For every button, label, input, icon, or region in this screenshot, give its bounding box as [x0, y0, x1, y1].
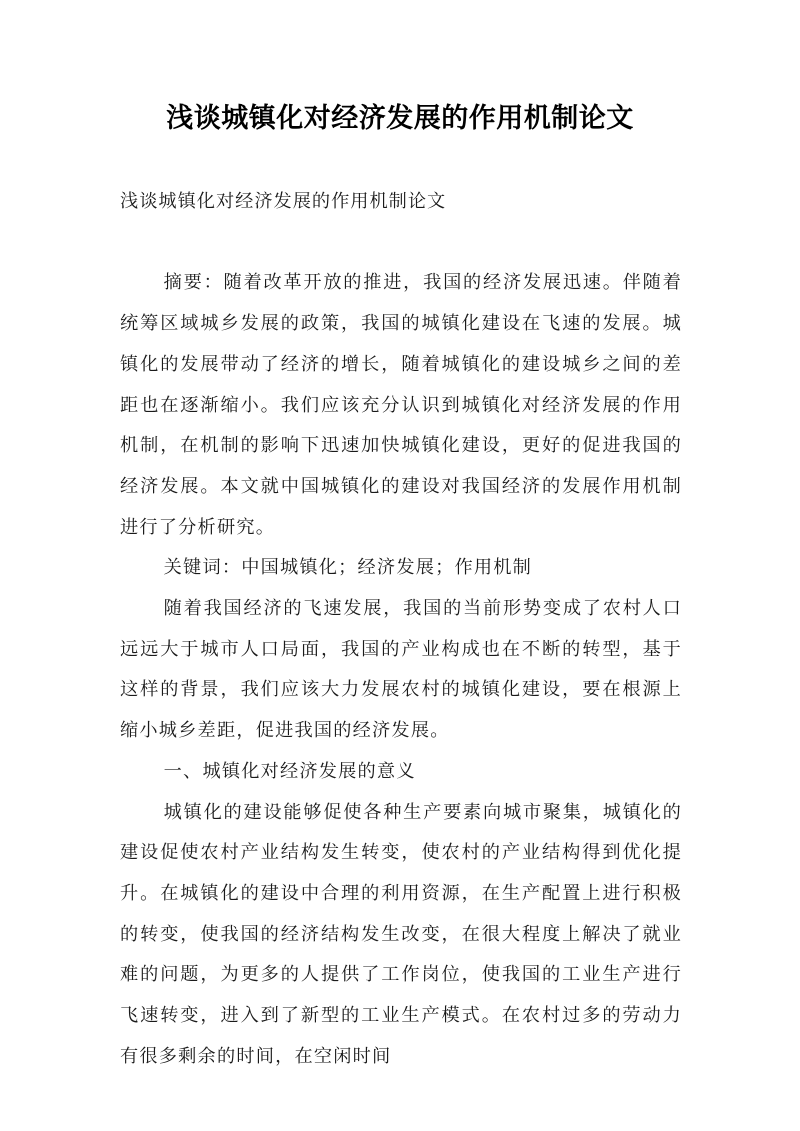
document-title: 浅谈城镇化对经济发展的作用机制论文: [166, 103, 634, 134]
intro-paragraph: 随着我国经济的飞速发展，我国的当前形势变成了农村人口远远大于城市人口局面，我国的产业构成也在不断的转型，基于这样的背景，我们应该大力发展农村的城镇化建设，要在根源上缩小城乡差距，促进我国的经济发展。: [120, 598, 682, 742]
document-body: [120, 182, 682, 1077]
keywords-line: 关键词：中国城镇化；经济发展；作用机制: [163, 557, 533, 579]
section-heading: 一、城镇化对经济发展的意义: [163, 760, 416, 782]
section-paragraph: 城镇化的建设能够促使各种生产要素向城市聚集，城镇化的建设促使农村产业结构发生转变，使农村的产业结构得到优化提升。在城镇化的建设中合理的利用资源，在生产配置上进行积极的转变，使我国的经济结构发生改变，在很大程度上解决了就业难的问题，为更多的人提供了工作岗位，使我国的工业生产进行飞速转变，进入到了新型的工业生产模式。在农村过多的劳动力有很多剩余的时间，在空闲时间: [120, 801, 682, 1067]
abstract-paragraph: 摘要：随着改革开放的推进，我国的经济发展迅速。伴随着统筹区域城乡发展的政策，我国的城镇化建设在飞速的发展。城镇化的发展带动了经济的增长，随着城镇化的建设城乡之间的差距也在逐渐缩小。我们应该充分认识到城镇化对经济发展的作用机制，在机制的影响下迅速加快城镇化建设，更好的促进我国的经济发展。本文就中国城镇化的建设对我国经济的发展作用机制进行了分析研究。: [120, 272, 682, 538]
document-subtitle: 浅谈城镇化对经济发展的作用机制论文: [120, 191, 447, 212]
